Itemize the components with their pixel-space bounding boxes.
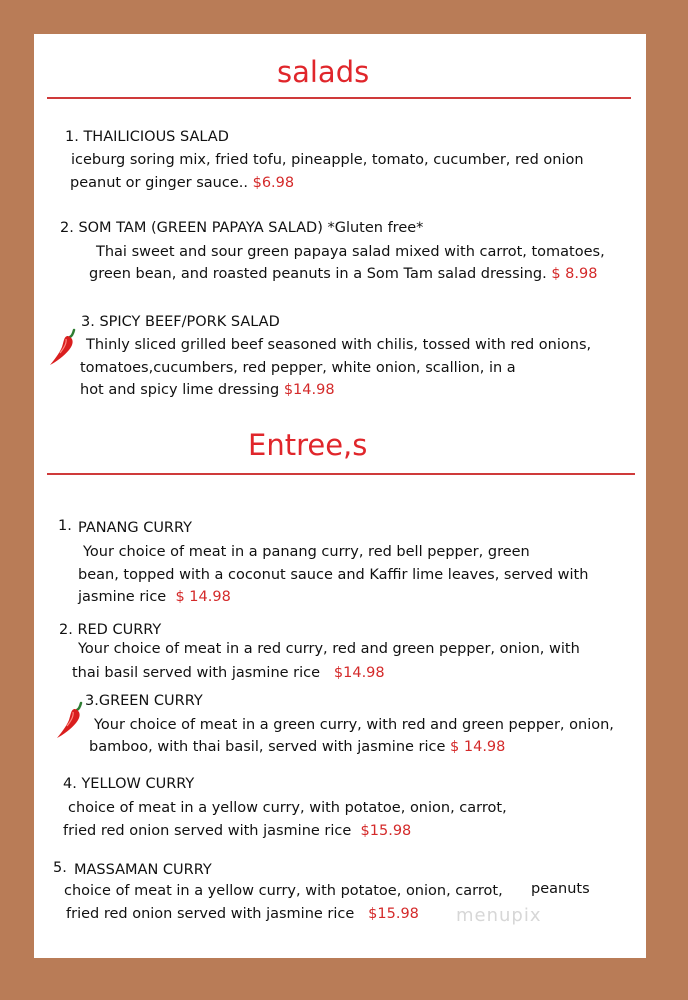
menu-item-price: $14.98 [333, 665, 385, 681]
menu-item-description: hot and spicy lime dressing $14.98 [80, 382, 335, 398]
menu-item-name: 2. RED CURRY [59, 622, 162, 638]
menu-item-description: green bean, and roasted peanuts in a Som Tam salad dressing. $ 8.98 [89, 266, 598, 282]
chili-pepper-icon [48, 328, 80, 368]
menu-item-name: 3. SPICY BEEF/PORK SALAD [81, 314, 280, 330]
menu-item-number: 5. [53, 860, 67, 876]
menu-item-name: 1. THAILICIOUS SALAD [65, 129, 229, 145]
menu-item-description: iceburg soring mix, fried tofu, pineapple, tomato, cucumber, red onion [71, 152, 584, 168]
menu-page [34, 34, 646, 958]
menu-item-name: 4. YELLOW CURRY [63, 776, 195, 792]
menu-item-description: thai basil served with jasmine rice $14.98 [72, 665, 385, 681]
menu-item-price: $15.98 [360, 823, 412, 839]
menu-item-description: fried red onion served with jasmine rice $15.98 [66, 906, 419, 922]
menu-item-description: choice of meat in a yellow curry, with potatoe, onion, carrot, [64, 883, 503, 899]
menu-item-price: $ 14.98 [450, 739, 506, 755]
menu-item-description: peanuts [531, 881, 590, 897]
menu-item-price: $ 8.98 [551, 266, 598, 282]
menu-item-price: $6.98 [252, 175, 295, 191]
section-title-salads: salads [277, 55, 370, 89]
menu-item-description: fried red onion served with jasmine rice $15.98 [63, 823, 412, 839]
menu-item-description: Your choice of meat in a panang curry, red bell pepper, green [83, 544, 530, 560]
menu-item-price: $14.98 [283, 382, 335, 398]
menu-item-description: jasmine rice $ 14.98 [78, 589, 231, 605]
menu-item-description: Your choice of meat in a red curry, red and green pepper, onion, with [78, 641, 580, 657]
menu-item-description: peanut or ginger sauce.. $6.98 [70, 175, 295, 191]
menu-item-number: 1. [58, 518, 72, 534]
menu-item-name: MASSAMAN CURRY [74, 862, 212, 878]
section-divider [47, 473, 635, 475]
menu-item-description: Thai sweet and sour green papaya salad mixed with carrot, tomatoes, [96, 244, 605, 260]
menu-item-description: bean, topped with a coconut sauce and Kaffir lime leaves, served with [78, 567, 589, 583]
menu-item-name: 2. SOM TAM (GREEN PAPAYA SALAD) *Gluten free* [60, 220, 424, 236]
menu-item-name: PANANG CURRY [78, 520, 193, 536]
menu-item-name: 3.GREEN CURRY [85, 693, 203, 709]
watermark: menupix [456, 905, 542, 926]
menu-item-price: $15.98 [368, 906, 419, 922]
section-divider [47, 97, 631, 99]
menu-item-description: Thinly sliced grilled beef seasoned with chilis, tossed with red onions, [86, 337, 592, 353]
section-title-entrees: Entree,s [248, 428, 368, 462]
menu-item-description: bamboo, with thai basil, served with jasmine rice $ 14.98 [89, 739, 506, 755]
menu-item-description: choice of meat in a yellow curry, with potatoe, onion, carrot, [68, 800, 507, 816]
chili-pepper-icon [55, 700, 87, 742]
menu-item-price: $ 14.98 [175, 589, 231, 605]
menu-item-description: tomatoes,cucumbers, red pepper, white onion, scallion, in a [80, 360, 516, 376]
menu-item-description: Your choice of meat in a green curry, with red and green pepper, onion, [94, 717, 614, 733]
